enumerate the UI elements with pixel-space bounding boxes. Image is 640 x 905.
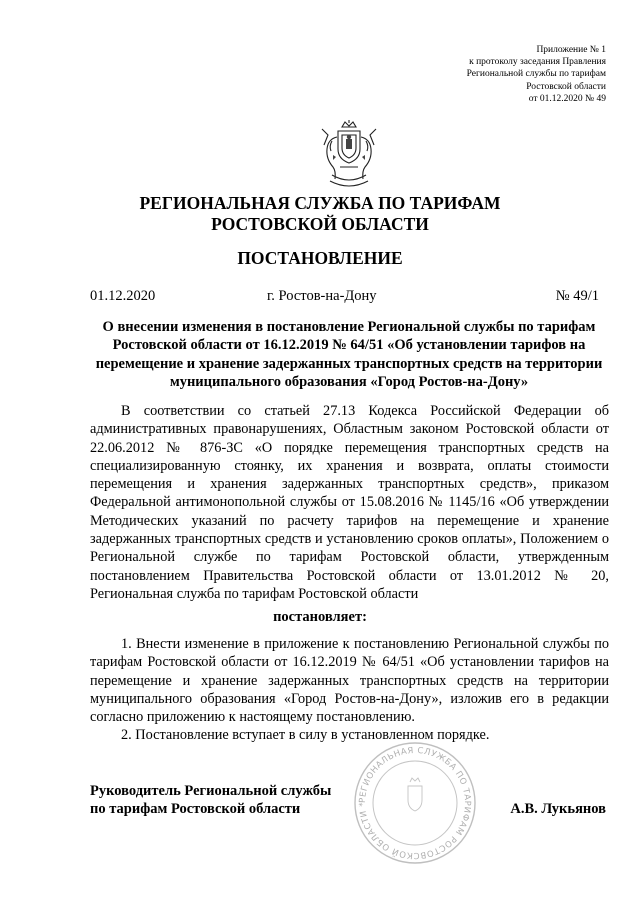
- signatory-position: [90, 782, 331, 819]
- resolves-heading: постановляет:: [273, 609, 367, 625]
- preamble-paragraph: [90, 402, 609, 603]
- signatory-name: А.В. Лукьянов: [510, 801, 606, 817]
- coat-of-arms-icon: [318, 119, 380, 193]
- org-title-line: РЕГИОНАЛЬНАЯ СЛУЖБА ПО ТАРИФАМ: [139, 193, 501, 213]
- appendix-line: Приложение № 1: [536, 45, 606, 55]
- document-type-title: ПОСТАНОВЛЕНИЕ: [237, 248, 403, 268]
- document-number: № 49/1: [555, 288, 599, 304]
- signatory-position-line: Руководитель Региональной службы: [90, 783, 332, 799]
- signatory-position-line: по тарифам Ростовской области: [90, 801, 301, 818]
- appendix-line: Региональной службы по тарифам: [466, 69, 606, 80]
- org-title-line: РОСТОВСКОЙ ОБЛАСТИ: [211, 213, 429, 234]
- document-date: 01.12.2020: [90, 288, 156, 304]
- document-subject: О внесении изменения в постановление Региональной службы по тарифам Ростовской области от 16.12.2019 № 64/51 «Об установлении тарифов на перемещение и хранение задержанных транспортных средств на территории муниципального образования «Город Ростов-на-Дону»: [95, 319, 603, 390]
- resolution-item: 2. Постановление вступает в силу в установленном порядке.: [121, 727, 490, 744]
- resolution-items: [90, 635, 609, 745]
- document-city: г. Ростов-на-Дону: [267, 288, 377, 304]
- seal-text: РЕГИОНАЛЬНАЯ СЛУЖБА ПО ТАРИФАМ РОСТОВСКОЙ ОБЛАСТИ *: [357, 745, 473, 861]
- appendix-line: к протоколу заседания Правления: [469, 57, 606, 68]
- preamble-text: В соответствии со статьей 27.13 Кодекса Российской Федерации об административных правонарушениях, Областным законом Ростовской области от 22.06.2012 № 876-ЗС «О порядке перемещения транспортных средств на специализированную стоянку, их хранения и возврата, оплаты стоимости перемещения и хранения задержанных транспортных средств», приказом Федеральной антимонопольной службы от 15.08.2016 № 1145/16 «Об утверждении Методических указаний по расчету тарифов на перемещение и хранение задержанных транспортных средств и установлению сроков оплаты», Положением о Региональной службе по тарифам Ростовской области, утвержденным постановлением Правительства Ростовской области от 13.01.2012 № 20, Региональная служба по тарифам Ростовской области: [90, 403, 609, 602]
- organization-title: [0, 193, 640, 234]
- official-seal: [350, 738, 480, 868]
- appendix-note: [366, 44, 606, 105]
- appendix-line: от 01.12.2020 № 49: [528, 93, 606, 104]
- resolution-item: 1. Внести изменение в приложение к постановлению Региональной службы по тарифам Ростовской области от 16.12.2019 № 64/51 «Об установлении тарифов на перемещение и хранение задержанных транспортных средств на территории муниципального образования «Город Ростов-на-Дону», изложив его в редакции согласно приложению к настоящему постановлению.: [90, 636, 609, 726]
- appendix-line: Ростовской области: [526, 81, 606, 92]
